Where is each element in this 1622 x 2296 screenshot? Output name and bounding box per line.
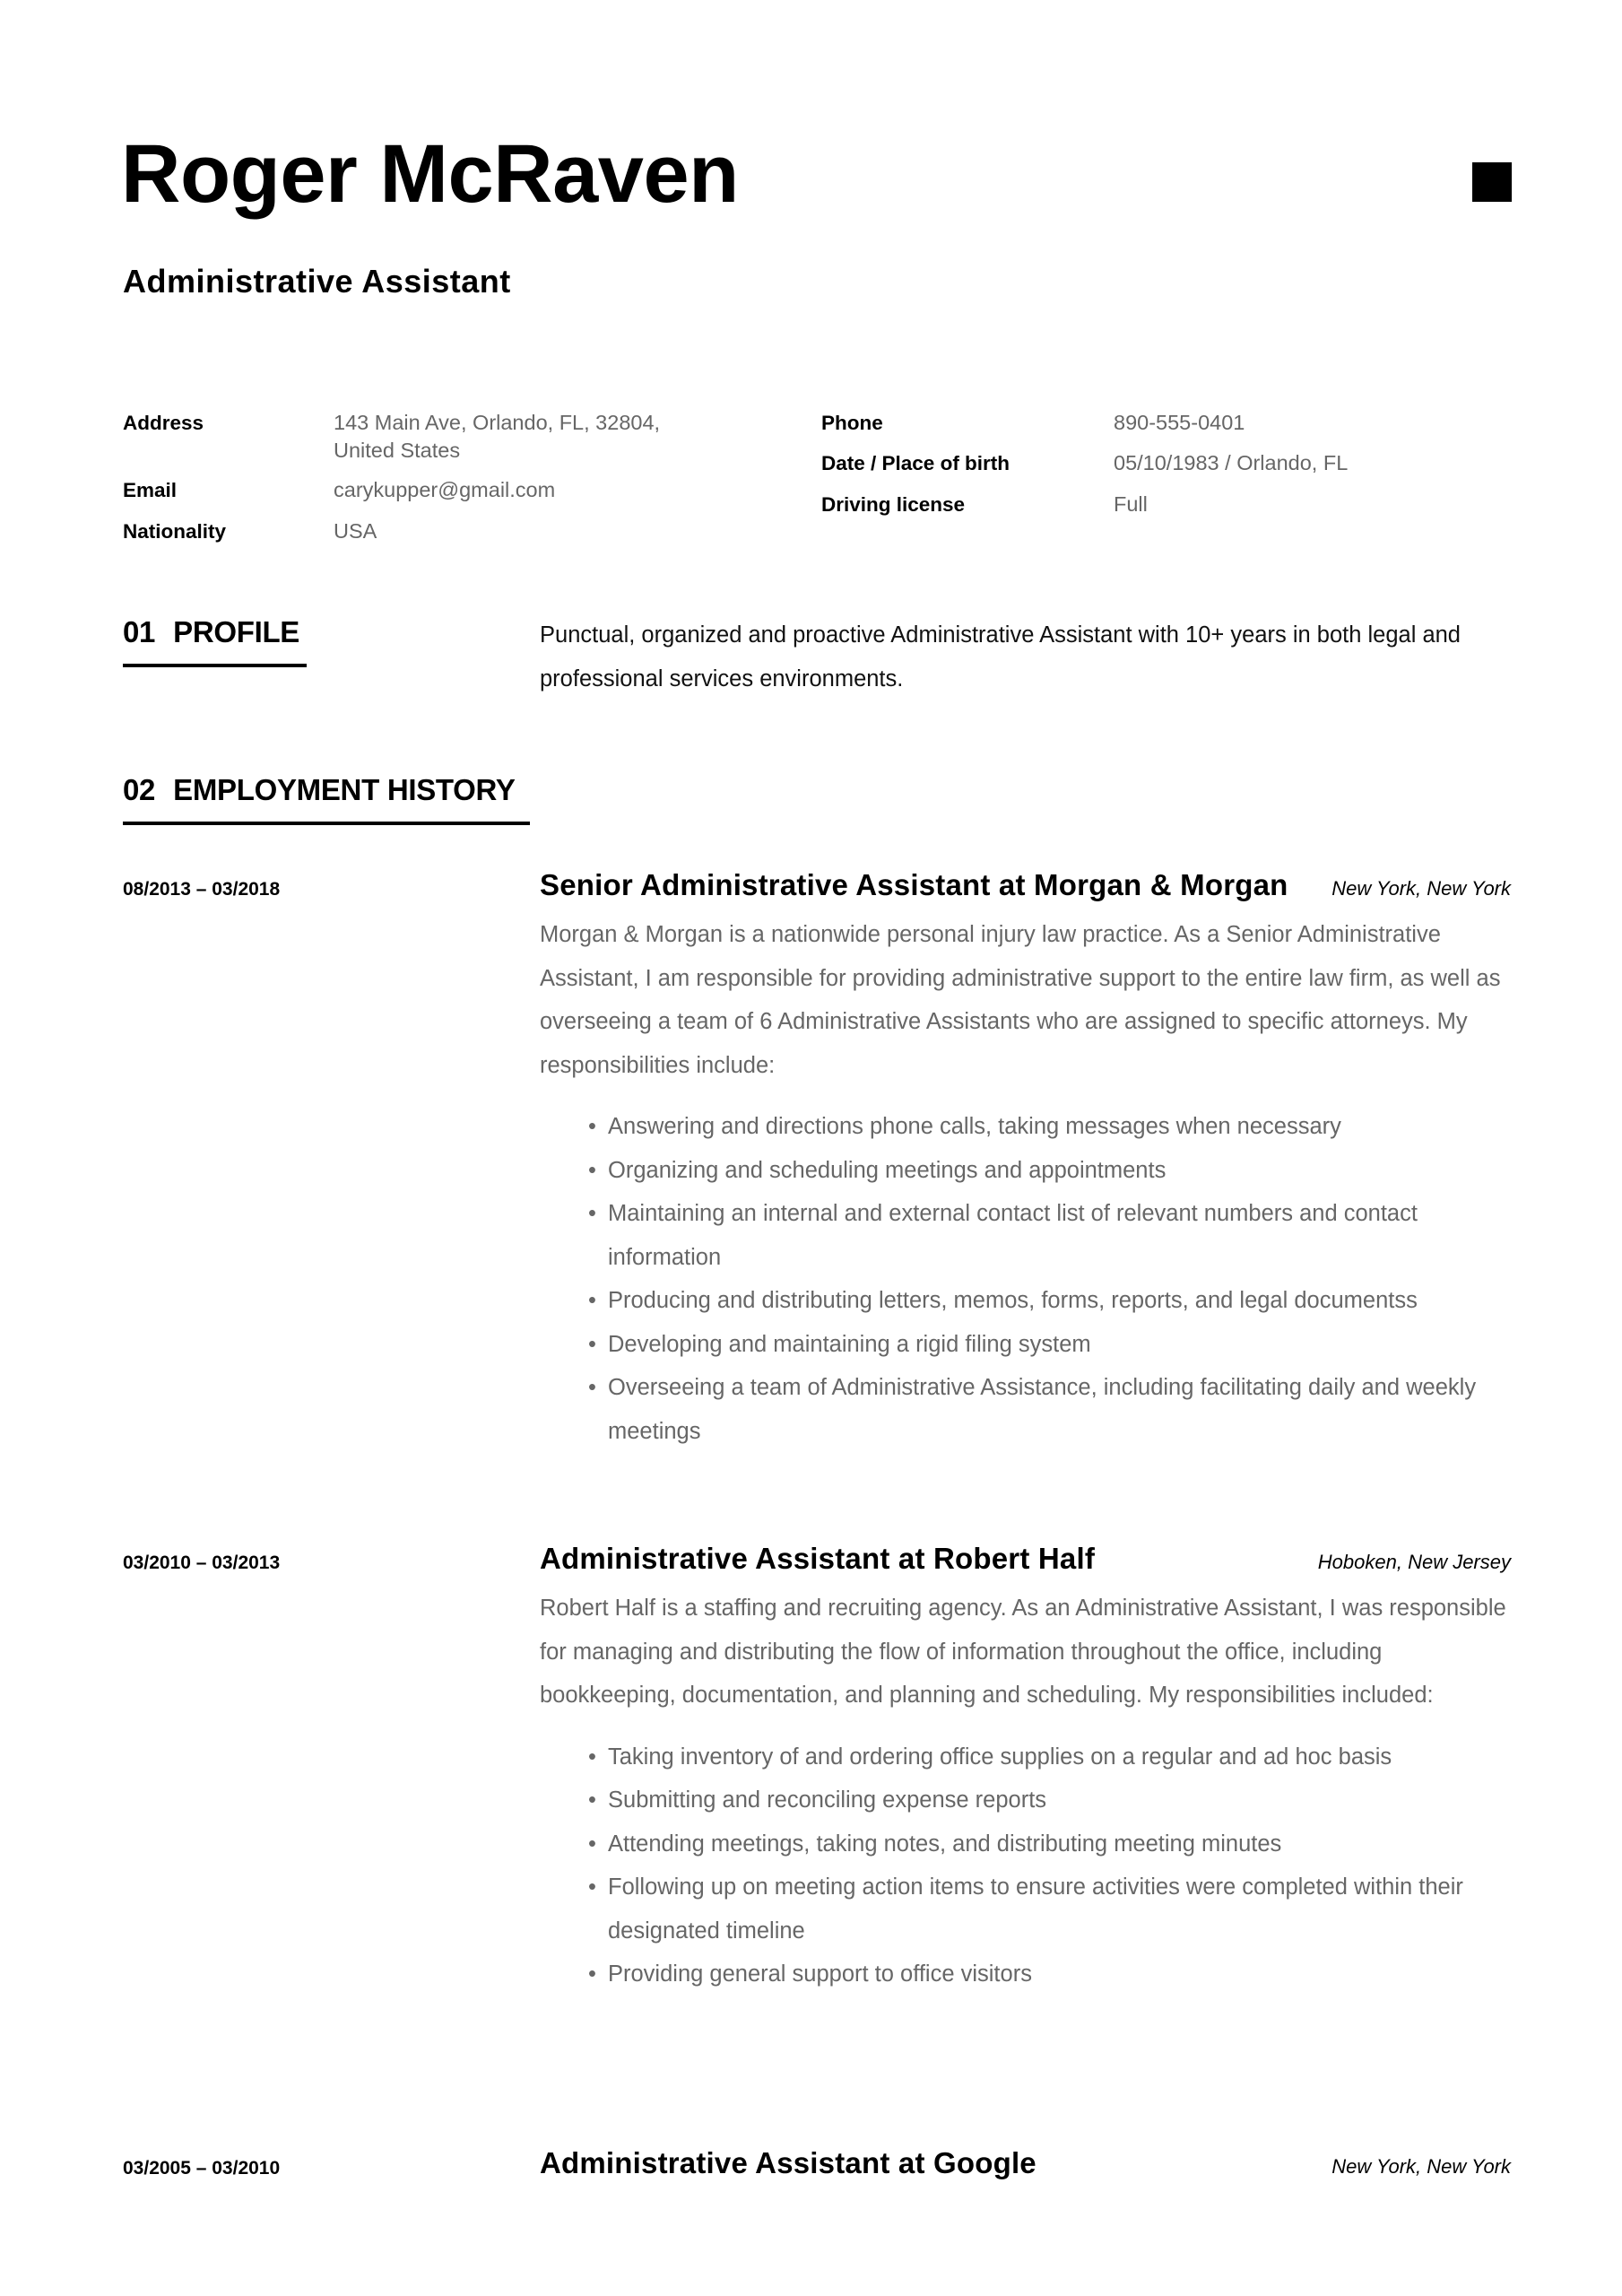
- section-title: PROFILE: [173, 615, 300, 648]
- section-title: EMPLOYMENT HISTORY: [173, 773, 516, 806]
- profile-line-1: Punctual, organized and proactive Administrative Assistant with 10+ years in both legal and: [540, 622, 1461, 648]
- job-title: Administrative Assistant at Robert Half: [540, 1542, 1096, 1575]
- job-location: New York, New York: [1331, 877, 1511, 900]
- list-item: • Attending meetings, taking notes, and distributing meeting minutes: [588, 1831, 1282, 1857]
- job-dates: 08/2013 – 03/2018: [123, 879, 281, 900]
- list-item: • Organizing and scheduling meetings and appointments: [588, 1157, 1167, 1183]
- job-description: Robert Half is a staffing and recruiting agency. As an Administrative Assistant, I was responsible for managing and distributing the flow of information throughout the office, including bookkeeping, documentation, and planning and scheduling. My responsibilities included:: [540, 1596, 1506, 1708]
- employment-heading: [123, 773, 516, 807]
- list-item: • Providing general support to office visitors: [588, 1961, 1032, 1987]
- job-location: New York, New York: [1331, 2155, 1511, 2178]
- candidate-name: Roger McRaven: [121, 128, 739, 220]
- responsibilities-list: [540, 1105, 1511, 1453]
- list-item: • Maintaining an internal and external contact list of relevant numbers and contact information: [588, 1201, 1418, 1270]
- list-item: • Following up on meeting action items to ensure activities were completed within their designated timeline: [588, 1874, 1463, 1944]
- job-entry: [540, 1542, 1511, 1996]
- nationality-label: Nationality: [123, 520, 227, 543]
- email-value: carykupper@gmail.com: [334, 478, 556, 501]
- profile-text: [540, 613, 1461, 700]
- address-label: Address: [123, 412, 204, 434]
- employment-underline: [123, 822, 530, 825]
- license-label: Driving license: [821, 493, 966, 516]
- license-value: Full: [1114, 492, 1148, 516]
- phone-value: 890-555-0401: [1114, 411, 1245, 434]
- candidate-title: Administrative Assistant: [123, 263, 511, 300]
- profile-underline: [123, 664, 307, 667]
- address-value: [334, 409, 660, 465]
- job-entry: [540, 868, 1511, 1453]
- list-item: • Answering and directions phone calls, taking messages when necessary: [588, 1114, 1341, 1139]
- job-title: Administrative Assistant at Google: [540, 2146, 1037, 2179]
- list-item: • Producing and distributing letters, memos, forms, reports, and legal documentss: [588, 1288, 1418, 1313]
- nationality-value: USA: [334, 519, 377, 543]
- profile-line-2: professional services environments.: [540, 665, 904, 691]
- responsibilities-list: [540, 1735, 1511, 1996]
- job-title: Senior Administrative Assistant at Morgan & Morgan: [540, 868, 1288, 901]
- birth-value: 05/10/1983 / Orlando, FL: [1114, 451, 1349, 474]
- section-number: 01: [123, 615, 156, 648]
- list-item: • Taking inventory of and ordering office supplies on a regular and ad hoc basis: [588, 1744, 1392, 1770]
- job-dates: 03/2005 – 03/2010: [123, 2158, 281, 2179]
- list-item: • Developing and maintaining a rigid filing system: [588, 1331, 1091, 1357]
- profile-heading: [123, 615, 299, 649]
- address-line-2: United States: [334, 439, 461, 462]
- address-line-1: 143 Main Ave, Orlando, FL, 32804,: [334, 411, 661, 434]
- section-number: 02: [123, 773, 156, 806]
- job-entry: [540, 2146, 1511, 2180]
- phone-label: Phone: [821, 412, 883, 434]
- job-dates: 03/2010 – 03/2013: [123, 1552, 281, 1573]
- birth-label: Date / Place of birth: [821, 452, 1010, 474]
- email-label: Email: [123, 479, 178, 501]
- job-description: Morgan & Morgan is a nationwide personal injury law practice. As a Senior Administrative Assistant, I am responsible for providing administrative support to the entire law firm, as well as overseeing a team of 6 Administrative Assistants who are assigned to specific attorneys. My responsibilities include:: [540, 922, 1501, 1078]
- job-location: Hoboken, New Jersey: [1317, 1551, 1511, 1573]
- square-logo-icon: [1472, 162, 1512, 202]
- list-item: • Submitting and reconciling expense reports: [588, 1787, 1047, 1813]
- list-item: • Overseeing a team of Administrative Assistance, including facilitating daily and weekly meetings: [588, 1375, 1477, 1444]
